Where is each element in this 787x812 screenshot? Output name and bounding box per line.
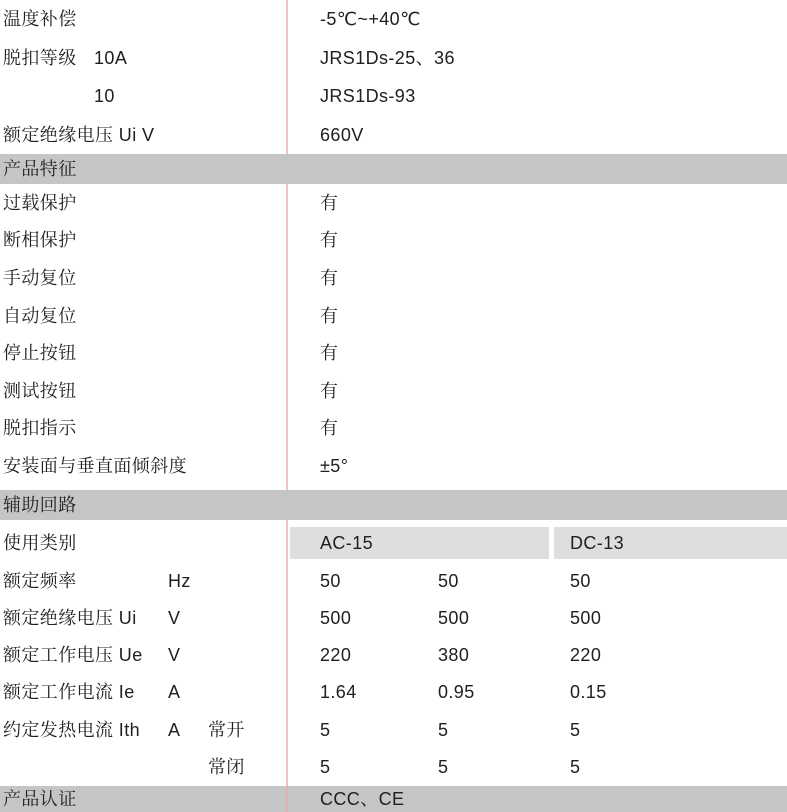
row-value: 有	[320, 230, 339, 251]
section-header-label: 产品特征	[3, 159, 77, 179]
row-value: 5	[320, 719, 331, 740]
spec-row-rated-operational-voltage	[0, 637, 787, 674]
row-contact: 常闭	[208, 757, 245, 778]
category-dc13: DC-13	[570, 532, 625, 553]
spec-row-conventional-thermal-current-nc	[0, 748, 787, 785]
section-header-label: 辅助回路	[3, 494, 77, 515]
row-unit: V	[168, 607, 181, 628]
row-label: 额定工作电流 Ie	[3, 682, 135, 703]
row-unit: A	[168, 682, 181, 703]
row-label: 脱扣等级	[3, 47, 77, 68]
spec-row-overload-protection	[0, 184, 787, 222]
row-label: 手动复位	[3, 267, 77, 288]
row-value: 50	[438, 570, 459, 591]
spec-row-rated-operational-current	[0, 674, 787, 711]
row-label: 额定绝缘电压 Ui V	[3, 124, 155, 145]
section-header-auxiliary-circuit	[0, 490, 787, 520]
row-label: 额定绝缘电压 Ui	[3, 607, 137, 628]
spec-row-aux-rated-insulation-voltage	[0, 599, 787, 636]
row-label: 断相保护	[3, 230, 77, 251]
spec-row-temperature-compensation	[0, 0, 787, 39]
row-label: 温度补偿	[3, 9, 77, 30]
spec-row-phase-failure-protection	[0, 222, 787, 260]
spec-row-rated-insulation-voltage	[0, 116, 787, 155]
row-value: 0.95	[438, 682, 475, 703]
spec-row-automatic-reset	[0, 297, 787, 335]
section-header-product-features	[0, 154, 787, 184]
category-ac15: AC-15	[320, 532, 374, 553]
row-label: 脱扣指示	[3, 418, 77, 439]
row-label: 约定发热电流 Ith	[3, 719, 141, 740]
row-value: 380	[438, 645, 470, 666]
spec-row-conventional-thermal-current-no	[0, 711, 787, 748]
row-value: 有	[320, 267, 339, 288]
row-label: 停止按钮	[3, 343, 77, 364]
row-value: JRS1Ds-93	[320, 86, 416, 107]
row-label: 安装面与垂直面倾斜度	[3, 455, 187, 476]
spec-row-stop-button	[0, 334, 787, 372]
row-value: 有	[320, 380, 339, 401]
row-value: 1.64	[320, 682, 357, 703]
row-value: CCC、CE	[320, 788, 405, 809]
row-value: 5	[320, 757, 331, 778]
spec-row-mounting-tilt	[0, 447, 787, 485]
spec-row-trip-indication	[0, 410, 787, 448]
row-label: 额定工作电压 Ue	[3, 645, 143, 666]
row-value: 220	[320, 645, 352, 666]
row-value: 5	[570, 719, 581, 740]
row-value: 660V	[320, 124, 364, 145]
row-value: 5	[570, 757, 581, 778]
row-label: 自动复位	[3, 305, 77, 326]
spec-row-trip-class-10	[0, 77, 787, 116]
row-value: 500	[438, 607, 470, 628]
row-value: ±5°	[320, 455, 349, 476]
row-value: 有	[320, 343, 339, 364]
section-header-label: 产品认证	[3, 788, 77, 809]
row-unit: V	[168, 645, 181, 666]
spec-row-rated-frequency	[0, 562, 787, 599]
row-value: 50	[320, 570, 341, 591]
row-unit: A	[168, 719, 181, 740]
row-label: 使用类别	[3, 532, 77, 553]
row-value: 有	[320, 192, 339, 213]
row-label: 额定频率	[3, 570, 77, 591]
row-value: 5	[438, 719, 449, 740]
section-header-certification	[0, 786, 787, 812]
spec-row-test-button	[0, 372, 787, 410]
row-value: -5℃~+40℃	[320, 9, 421, 30]
row-unit: Hz	[168, 570, 191, 591]
row-value: 0.15	[570, 682, 607, 703]
row-value: 500	[320, 607, 352, 628]
spec-row-utilization-category	[0, 520, 787, 562]
row-value: JRS1Ds-25、36	[320, 47, 455, 68]
row-value: 5	[438, 757, 449, 778]
row-label: 测试按钮	[3, 380, 77, 401]
column-divider-line	[286, 786, 288, 812]
spec-row-manual-reset	[0, 259, 787, 297]
row-contact: 常开	[208, 719, 245, 740]
spec-row-trip-class-10a	[0, 39, 787, 78]
row-value: 50	[570, 570, 591, 591]
row-sub-label: 10A	[94, 47, 128, 68]
row-label: 过载保护	[3, 192, 77, 213]
row-sub-label: 10	[94, 86, 115, 107]
row-value: 220	[570, 645, 602, 666]
row-value: 500	[570, 607, 602, 628]
row-value: 有	[320, 305, 339, 326]
row-value: 有	[320, 418, 339, 439]
